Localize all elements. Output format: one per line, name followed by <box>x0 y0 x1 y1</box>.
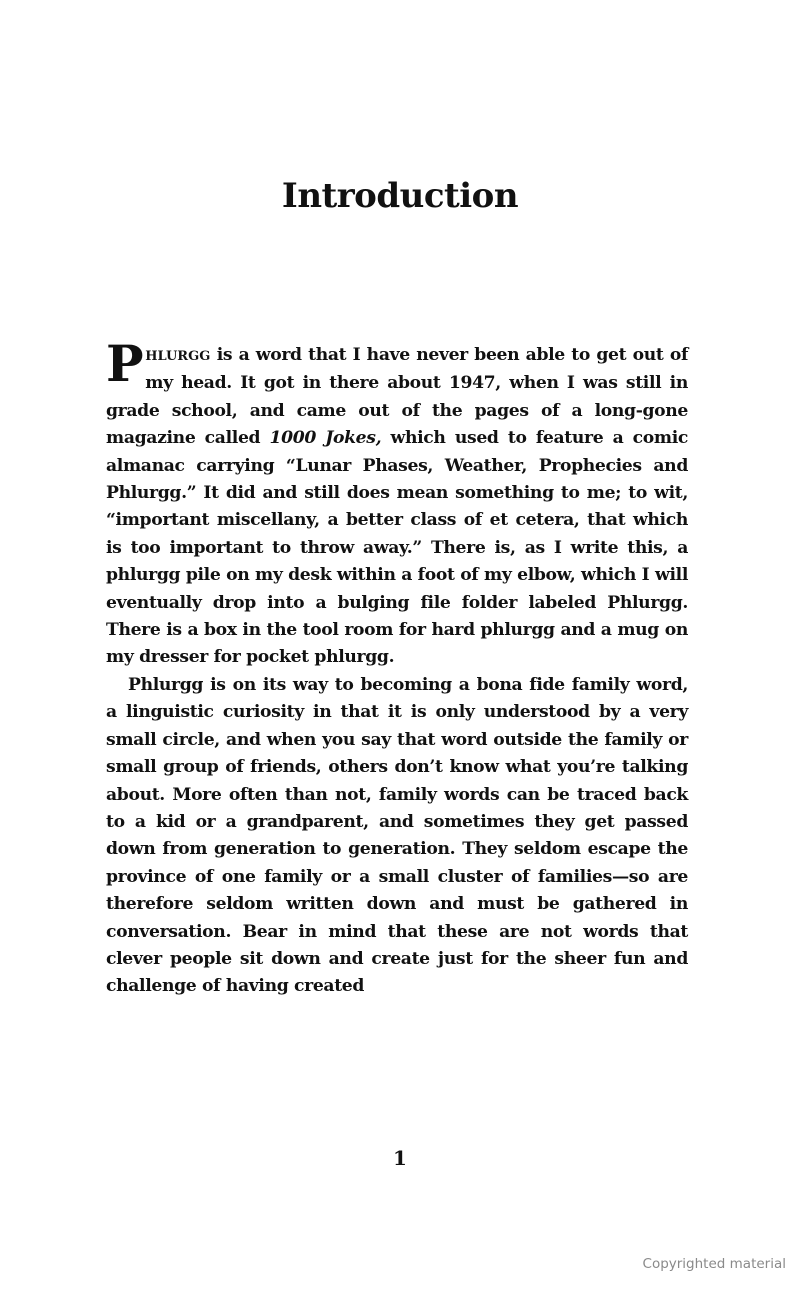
copyright-notice: Copyrighted material <box>642 1256 786 1272</box>
lead-small-caps: HLURGG <box>145 349 211 364</box>
chapter-title: Introduction <box>281 176 519 216</box>
drop-cap: P <box>106 334 144 393</box>
paragraph-1 <box>106 334 689 672</box>
magazine-title: 1000 Jokes, <box>269 428 382 449</box>
page-number: 1 <box>393 1146 407 1170</box>
paragraph-2: Phlurgg is on its way to becoming a bona fide family word, a linguistic curiosity in that it is only understood by a very small circle, and when you say that word outside the family or small group of friends, others don’t know what you’re talking about. More often than not, family words can be traced back to a kid or a grandparent, and sometimes they get passed down from generation to generation. They seldom escape the province of one family or a small cluster of families—so are therefore seldom written down and must be gathered in conversation. Bear in mind that these are not words that clever people sit down and create just for the sheer fun and challenge of having created <box>106 674 688 997</box>
paragraph-1-end: which used to feature a comic almanac carrying “Lunar Phases, Weather, Prophecies and Phlurgg.” It did and still does mean something to me; to wit, “important miscellany, a better class of et cetera, that which is too important to throw away.” There is, as I write this, a phlurgg pile on my desk within a foot of my elbow, which I will eventually drop into a bulging file folder labeled Phlurgg. There is a box in the tool room for hard phlurgg and a mug on my dresser for pocket phlurgg. <box>106 428 689 668</box>
paragraph-1-text: is a word that I have never been able to get out of my head. It got in there about 1947, when I was still in grade school, and came out of the pages of a long-gone magazine called <box>106 345 688 449</box>
body-text <box>106 334 689 1001</box>
